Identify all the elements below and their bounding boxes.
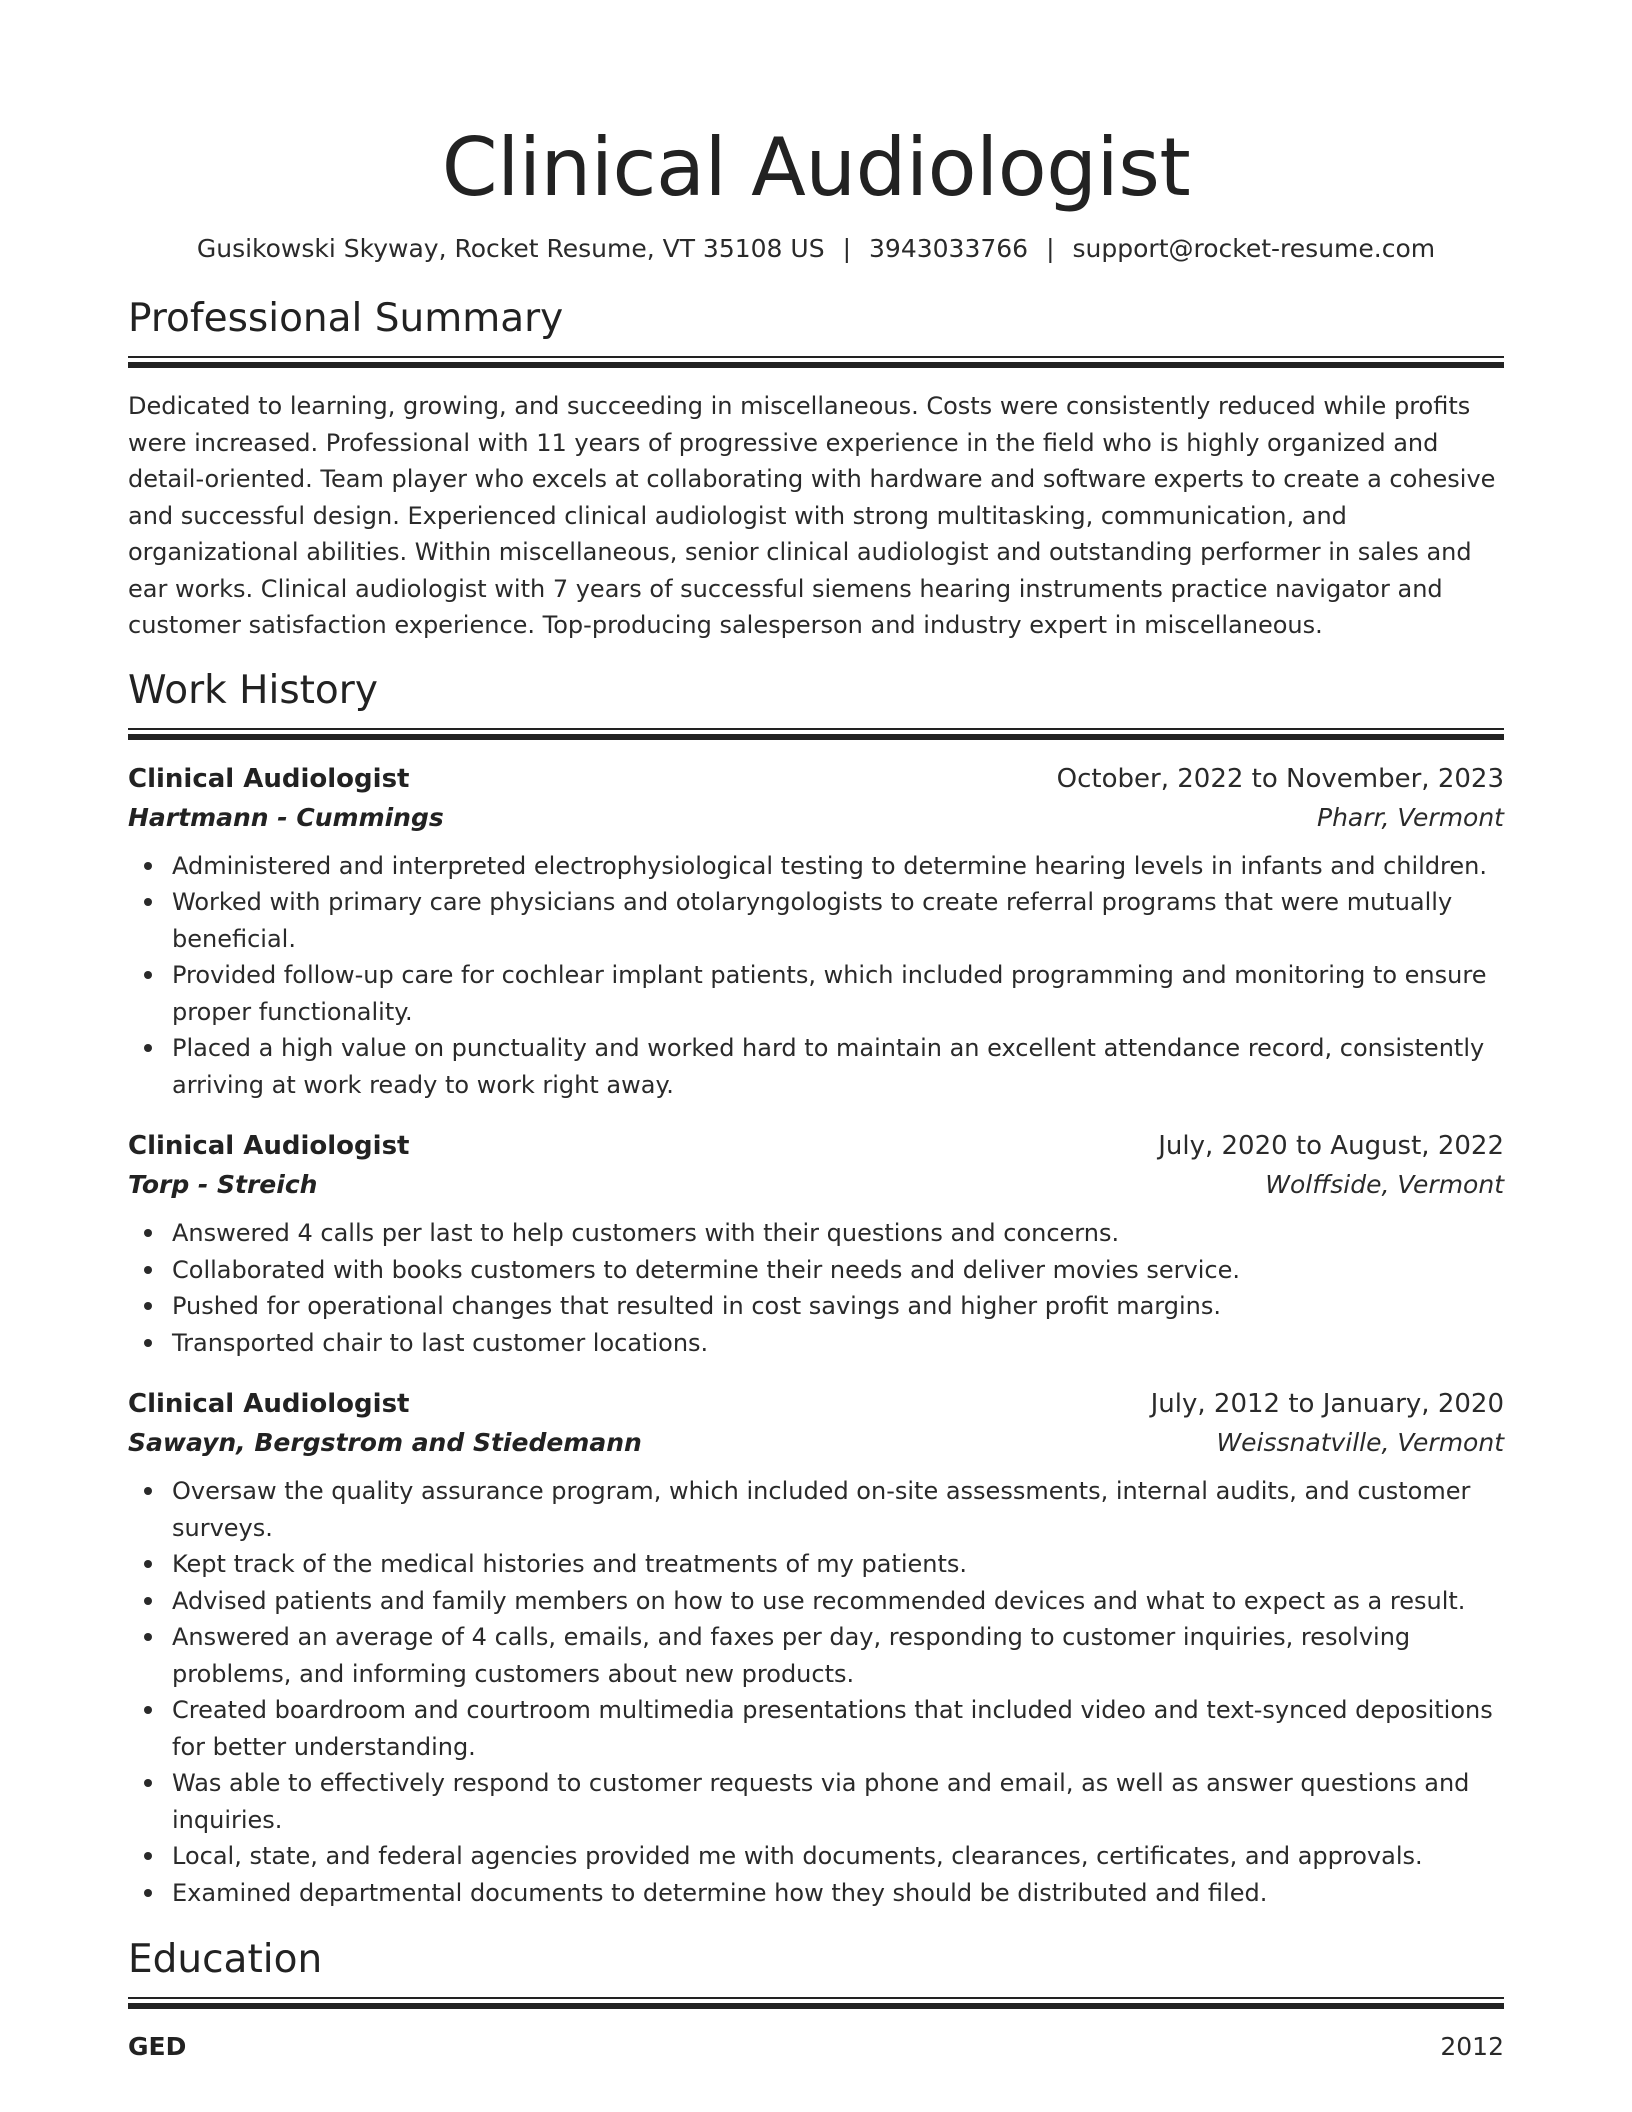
- bullet-text: Provided follow-up care for cochlear implant patients, which included programming and monitoring to ensure proper functionality.: [172, 961, 1487, 1026]
- bullet-text: Kept track of the medical histories and treatments of my patients.: [172, 1550, 968, 1578]
- job-bullet: [128, 1765, 1504, 1838]
- job-bullets: [128, 1473, 1504, 1911]
- bullet-text: Local, state, and federal agencies provided me with documents, clearances, certificates, and approvals.: [172, 1842, 1423, 1870]
- job-bullets: [128, 848, 1504, 1104]
- job-bullet: [128, 957, 1504, 1030]
- contact-separator: |: [842, 234, 852, 263]
- bullet-text: Created boardroom and courtroom multimedia presentations that included video and text-synced depositions for better understanding.: [172, 1696, 1493, 1761]
- job-company: Sawayn, Bergstrom and Stiedemann: [128, 1428, 642, 1457]
- job-bullet: [128, 1325, 1504, 1362]
- job-company: Hartmann - Cummings: [128, 802, 444, 832]
- bullet-icon: [144, 862, 152, 870]
- bullet-text: Pushed for operational changes that resulted in cost savings and higher profit margins.: [172, 1292, 1221, 1320]
- professional-summary-section: [128, 294, 1504, 644]
- bullet-text: Administered and interpreted electrophysiological testing to determine hearing levels in infants and children.: [172, 851, 1487, 880]
- job-title: Clinical Audiologist: [128, 1389, 410, 1419]
- summary-text: Dedicated to learning, growing, and succeeding in miscellaneous. Costs were consistently reduced while profits were increased. Professional with 11 years of progressive experience in the field who is highly organized and detail-oriented. Team player who excels at collaborating with hardware and software experts to create a cohesive and successful design. Experienced clinical audiologist with strong multitasking, communication, and organizational abilities. Within miscellaneous, senior clinical audiologist and outstanding performer in sales and ear works. Clinical audiologist with 7 years of successful siemens hearing instruments practice navigator and customer satisfaction experience. Top-producing salesperson and industry expert in miscellaneous.: [128, 392, 1496, 639]
- section-divider: [128, 356, 1504, 370]
- bullet-icon: [144, 1706, 152, 1714]
- job-title: Clinical Audiologist: [128, 1131, 410, 1161]
- contact-email: support@rocket-resume.com: [1072, 234, 1436, 263]
- job-location: Wolffside, Vermont: [1265, 1170, 1504, 1199]
- education-entry: [128, 2029, 1504, 2065]
- job-title: Clinical Audiologist: [128, 763, 410, 794]
- bullet-icon: [144, 1044, 152, 1052]
- section-title: Professional Summary: [128, 296, 564, 341]
- section-divider: [128, 728, 1504, 742]
- job-bullet: [128, 1875, 1504, 1912]
- bullet-text: Answered 4 calls per last to help customers with their questions and concerns.: [172, 1219, 1120, 1247]
- education-section: [128, 1935, 1504, 2065]
- education-degree: GED: [128, 2032, 187, 2061]
- bullet-icon: [144, 971, 152, 979]
- bullet-icon: [144, 1633, 152, 1641]
- job-company-row: [128, 1423, 1504, 1463]
- bullet-icon: [144, 1302, 152, 1310]
- bullet-icon: [144, 1487, 152, 1495]
- job-bullet: [128, 1288, 1504, 1325]
- bullet-icon: [144, 1597, 152, 1605]
- job-dates: July, 2020 to August, 2022: [1158, 1131, 1504, 1161]
- job-bullet: [128, 1619, 1504, 1692]
- section-title: Work History: [128, 667, 378, 713]
- bullet-text: Was able to effectively respond to customer requests via phone and email, as well as answer questions and inquiries.: [172, 1769, 1470, 1834]
- bullet-icon: [144, 898, 152, 906]
- work-history-section: [128, 666, 1504, 1912]
- contact-line: [128, 232, 1504, 266]
- resume-name: Clinical Audiologist: [441, 121, 1191, 214]
- section-divider: [128, 1997, 1504, 2011]
- job-bullet: [128, 884, 1504, 957]
- bullet-text: Collaborated with books customers to determine their needs and deliver movies service.: [172, 1255, 1241, 1284]
- job-entry: [128, 1385, 1504, 1911]
- job-location: Weissnatville, Vermont: [1216, 1428, 1504, 1457]
- contact-address: Gusikowski Skyway, Rocket Resume, VT 35108 US: [196, 234, 825, 263]
- job-bullet: [128, 1583, 1504, 1620]
- job-bullet: [128, 1546, 1504, 1583]
- bullet-icon: [144, 1266, 152, 1274]
- bullet-icon: [144, 1560, 152, 1568]
- job-company-row: [128, 798, 1504, 838]
- bullet-icon: [144, 1229, 152, 1237]
- job-company: Torp - Streich: [128, 1170, 318, 1199]
- job-dates: October, 2022 to November, 2023: [1056, 763, 1504, 794]
- section-title: Education: [128, 1937, 323, 1982]
- resume-page: [128, 0, 1504, 2065]
- job-entry: [128, 760, 1504, 1104]
- bullet-text: Examined departmental documents to determine how they should be distributed and filed.: [172, 1878, 1268, 1907]
- bullet-text: Worked with primary care physicians and otolaryngologists to create referral programs that were mutually beneficial.: [172, 888, 1453, 953]
- contact-separator: |: [1046, 234, 1055, 263]
- job-location: Pharr, Vermont: [1317, 802, 1504, 832]
- job-header-row: [128, 760, 1504, 798]
- job-header-row: [128, 1385, 1504, 1423]
- bullet-icon: [144, 1852, 152, 1860]
- job-bullet: [128, 848, 1504, 885]
- bullet-icon: [144, 1779, 152, 1787]
- education-year: 2012: [1440, 2032, 1504, 2061]
- job-entry: [128, 1127, 1504, 1361]
- bullet-text: Answered an average of 4 calls, emails, and faxes per day, responding to customer inquiries, resolving problems, and informing customers about new products.: [172, 1623, 1411, 1688]
- job-bullets: [128, 1215, 1504, 1361]
- bullet-text: Advised patients and family members on how to use recommended devices and what to expect as a result.: [172, 1586, 1466, 1615]
- bullet-text: Placed a high value on punctuality and worked hard to maintain an excellent attendance record, consistently arriving at work ready to work right away.: [172, 1034, 1485, 1099]
- job-bullet: [128, 1838, 1504, 1875]
- job-bullet: [128, 1473, 1504, 1546]
- bullet-text: Oversaw the quality assurance program, which included on-site assessments, internal audits, and customer surveys.: [172, 1477, 1471, 1542]
- job-bullet: [128, 1692, 1504, 1765]
- job-bullet: [128, 1215, 1504, 1252]
- bullet-icon: [144, 1889, 152, 1897]
- job-bullet: [128, 1030, 1504, 1103]
- job-header-row: [128, 1127, 1504, 1165]
- job-bullet: [128, 1252, 1504, 1289]
- contact-phone: 3943033766: [869, 234, 1029, 263]
- bullet-icon: [144, 1339, 152, 1347]
- job-company-row: [128, 1165, 1504, 1205]
- bullet-text: Transported chair to last customer locations.: [172, 1328, 709, 1357]
- job-dates: July, 2012 to January, 2020: [1150, 1389, 1504, 1419]
